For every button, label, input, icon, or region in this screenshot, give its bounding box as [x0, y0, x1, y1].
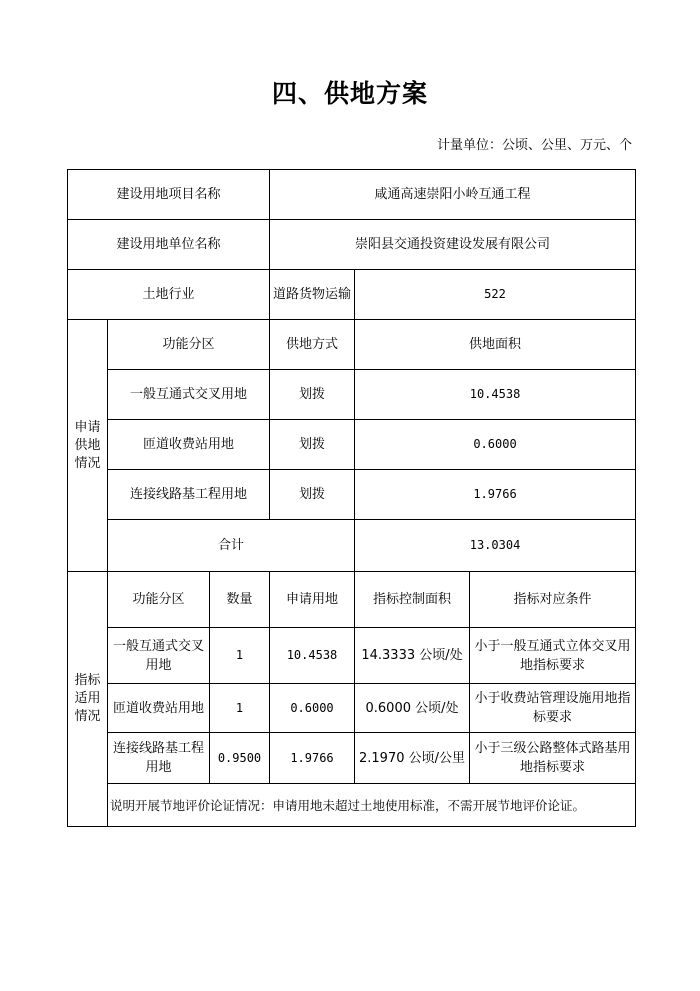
- supply-area: 0.6000: [355, 420, 636, 470]
- supply-section-text: 申请 供地 情况: [74, 419, 101, 471]
- table-row-unit: [68, 220, 636, 270]
- project-name-value: 咸通高速崇阳小岭互通工程: [270, 170, 636, 220]
- page-title: 四、供地方案: [271, 79, 428, 108]
- industry-code: 522: [355, 270, 636, 320]
- table-row: [68, 370, 636, 420]
- indicator-qty: 0.9500: [210, 733, 270, 784]
- supply-area: 10.4538: [355, 370, 636, 420]
- supply-method: 划拨: [270, 370, 355, 420]
- unit-name-value: 崇阳县交通投资建设发展有限公司: [270, 220, 636, 270]
- table-row: [68, 733, 636, 784]
- supply-area: 1.9766: [355, 470, 636, 520]
- land-saving-note: 说明开展节地评价论证情况：申请用地未超过土地使用标准，不需开展节地评价论证。: [108, 784, 636, 827]
- supply-header-zone: 功能分区: [108, 320, 270, 370]
- supply-total-label: 合计: [108, 520, 355, 572]
- indicator-header-apply: 申请用地: [270, 572, 355, 628]
- supply-zone: 匝道收费站用地: [108, 420, 270, 470]
- unit-name-label: 建设用地单位名称: [68, 220, 270, 270]
- indicator-zone: 一般互通式交叉用地: [108, 628, 210, 684]
- indicator-header-condition: 指标对应条件: [470, 572, 636, 628]
- supply-zone: 一般互通式交叉用地: [108, 370, 270, 420]
- indicator-section-text: 指标 适用 情况: [74, 673, 101, 724]
- supply-zone: 连接线路基工程用地: [108, 470, 270, 520]
- industry-label: 土地行业: [68, 270, 270, 320]
- table-row-industry: [68, 270, 636, 320]
- table-row: [68, 470, 636, 520]
- land-supply-table: [67, 169, 636, 827]
- indicator-condition: 小于一般互通式立体交叉用地指标要求: [470, 628, 636, 684]
- indicator-qty: 1: [210, 628, 270, 684]
- supply-header-area: 供地面积: [355, 320, 636, 370]
- supply-header-method: 供地方式: [270, 320, 355, 370]
- supply-total-row: [68, 520, 636, 572]
- industry-value: 道路货物运输: [270, 270, 355, 320]
- indicator-condition: 小于三级公路整体式路基用地指标要求: [470, 733, 636, 784]
- indicator-control: 0.6000 公顷/处: [355, 684, 470, 733]
- indicator-apply: 0.6000: [270, 684, 355, 733]
- table-row: [68, 628, 636, 684]
- project-name-label: 建设用地项目名称: [68, 170, 270, 220]
- table-row: [68, 684, 636, 733]
- indicator-note-row: [68, 784, 636, 827]
- indicator-condition: 小于收费站管理设施用地指标要求: [470, 684, 636, 733]
- indicator-header-row: [68, 572, 636, 628]
- indicator-qty: 1: [210, 684, 270, 733]
- indicator-zone: 连接线路基工程用地: [108, 733, 210, 784]
- supply-header-row: [68, 320, 636, 370]
- indicator-header-control: 指标控制面积: [355, 572, 470, 628]
- indicator-control: 2.1970 公顷/公里: [355, 733, 470, 784]
- indicator-zone: 匝道收费站用地: [108, 684, 210, 733]
- table-row: [68, 420, 636, 470]
- supply-method: 划拨: [270, 470, 355, 520]
- indicator-section-label: [68, 572, 108, 827]
- indicator-header-qty: 数量: [210, 572, 270, 628]
- indicator-control: 14.3333 公顷/处: [355, 628, 470, 684]
- supply-method: 划拨: [270, 420, 355, 470]
- indicator-apply: 1.9766: [270, 733, 355, 784]
- indicator-header-zone: 功能分区: [108, 572, 210, 628]
- unit-note: 计量单位：公顷、公里、万元、个: [436, 138, 632, 153]
- supply-section-label: [68, 320, 108, 572]
- table-row-project: [68, 170, 636, 220]
- supply-total-value: 13.0304: [355, 520, 636, 572]
- indicator-apply: 10.4538: [270, 628, 355, 684]
